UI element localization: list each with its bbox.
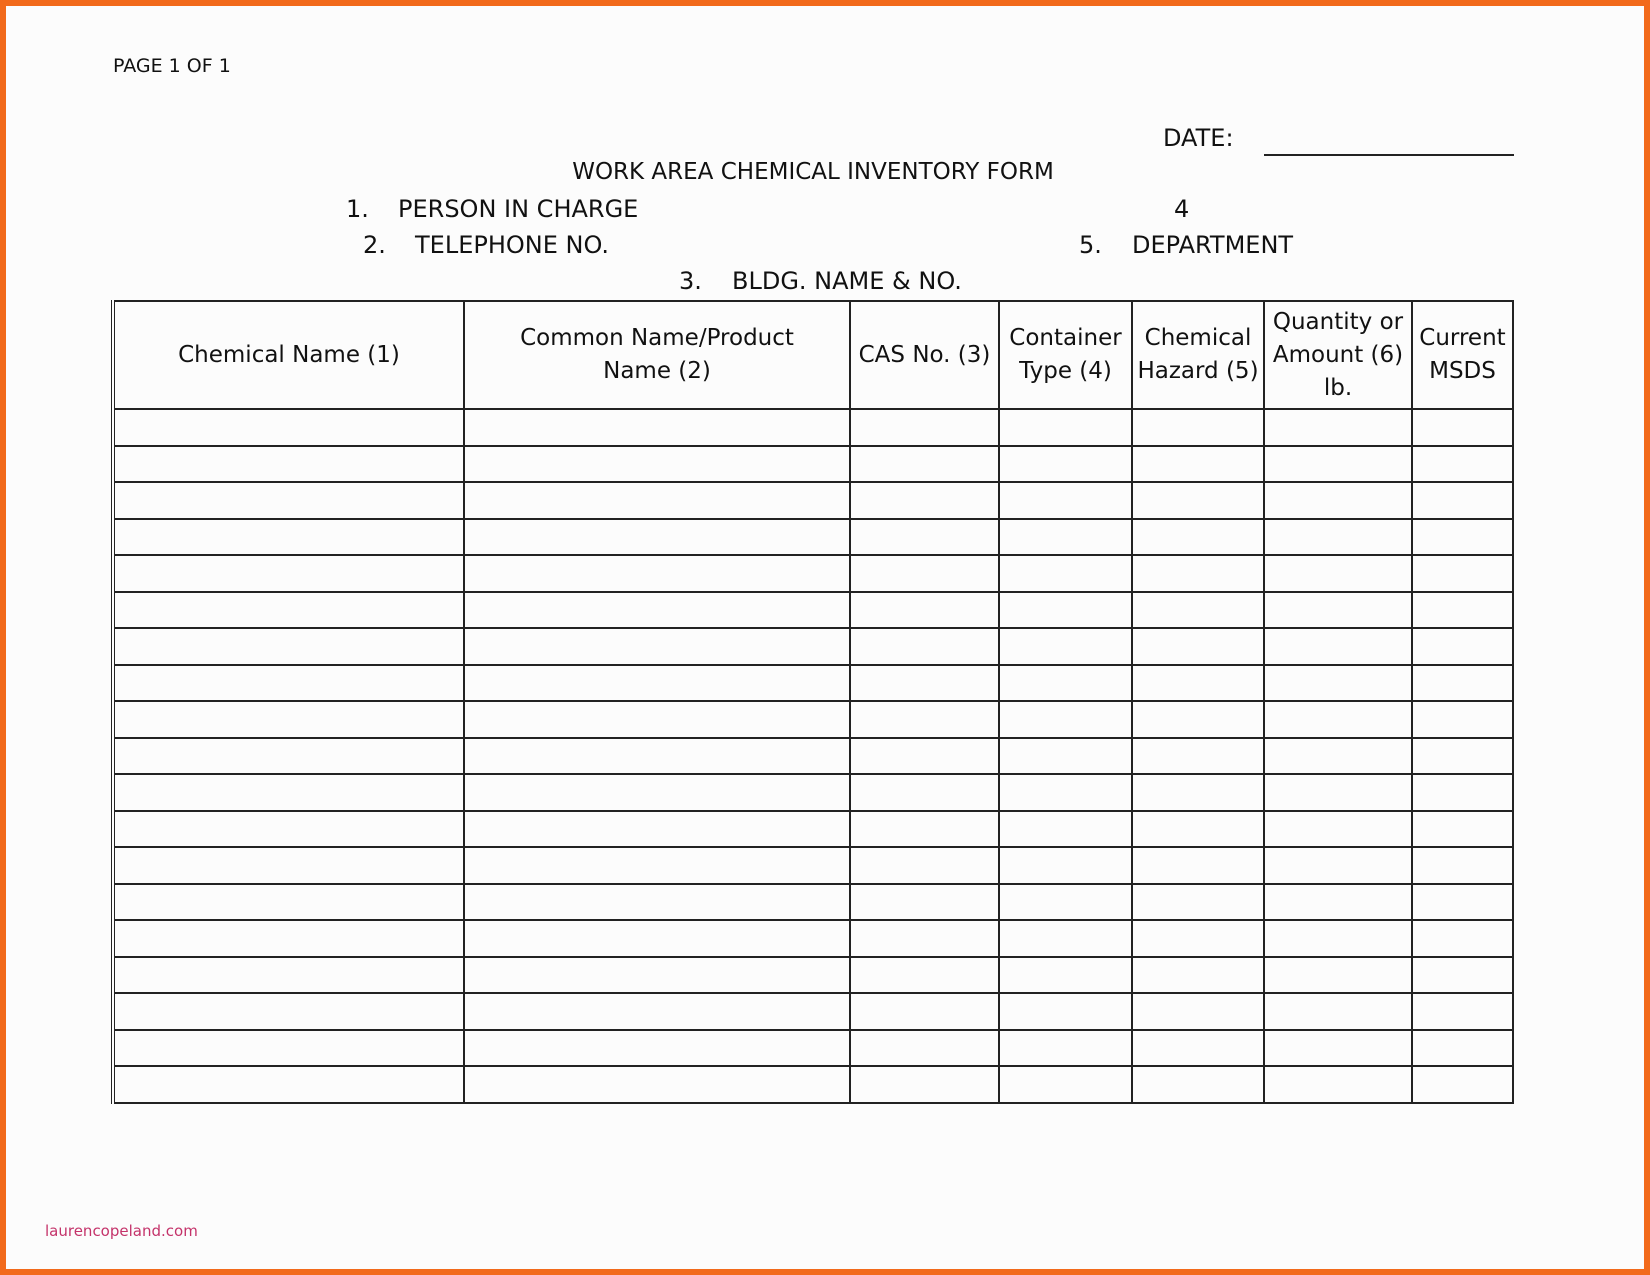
table-cell[interactable] [1132,920,1264,957]
table-cell[interactable] [999,774,1132,811]
table-cell[interactable] [113,738,464,775]
table-cell[interactable] [1132,409,1264,446]
table-cell[interactable] [1264,555,1412,592]
inventory-table [111,300,1514,1104]
field-label: BLDG. NAME & NO. [732,267,962,295]
watermark: laurencopeland.com [45,1222,198,1240]
table-cell[interactable] [1412,555,1513,592]
table-cell[interactable] [1412,519,1513,556]
table-cell[interactable] [464,993,850,1030]
table-cell[interactable] [850,738,999,775]
table-cell[interactable] [113,957,464,994]
table-cell[interactable] [999,665,1132,702]
table-cell[interactable] [1264,738,1412,775]
table-cell[interactable] [1412,811,1513,848]
table-cell[interactable] [850,592,999,629]
table-cell[interactable] [113,446,464,483]
table-cell[interactable] [464,1066,850,1103]
table-cell[interactable] [1412,884,1513,921]
table-cell[interactable] [1264,519,1412,556]
table-cell[interactable] [999,1030,1132,1067]
column-header-chemical-hazard: Chemical Hazard (5) [1132,301,1264,409]
table-cell[interactable] [850,957,999,994]
table-cell[interactable] [999,555,1132,592]
table-row [113,446,1513,483]
table-cell[interactable] [464,957,850,994]
table-cell[interactable] [1132,519,1264,556]
table-cell[interactable] [1412,957,1513,994]
table-cell[interactable] [1264,1066,1412,1103]
table-cell[interactable] [1132,1066,1264,1103]
table-cell[interactable] [1132,1030,1264,1067]
table-cell[interactable] [999,811,1132,848]
table-cell[interactable] [850,628,999,665]
table-cell[interactable] [1412,592,1513,629]
table-cell[interactable] [113,701,464,738]
table-cell[interactable] [113,884,464,921]
table-cell[interactable] [999,409,1132,446]
field-number: 1. [346,195,369,223]
table-cell[interactable] [113,1030,464,1067]
table-cell[interactable] [1264,920,1412,957]
table-row [113,592,1513,629]
table-cell[interactable] [113,811,464,848]
table-cell[interactable] [1132,774,1264,811]
table-row [113,920,1513,957]
field-label: PERSON IN CHARGE [398,195,639,223]
table-cell[interactable] [113,409,464,446]
table-cell[interactable] [1132,628,1264,665]
table-cell[interactable] [1132,555,1264,592]
table-cell[interactable] [850,884,999,921]
table-row [113,811,1513,848]
table-cell[interactable] [1132,993,1264,1030]
table-cell[interactable] [1412,665,1513,702]
table-cell[interactable] [1264,701,1412,738]
table-cell[interactable] [113,774,464,811]
table-cell[interactable] [999,993,1132,1030]
table-cell[interactable] [850,1030,999,1067]
person-in-charge-field [346,195,638,223]
table-cell[interactable] [1412,446,1513,483]
column-header-common-name: Common Name/Product Name (2) [464,301,850,409]
table-cell[interactable] [850,555,999,592]
table-cell[interactable] [1264,1030,1412,1067]
table-cell[interactable] [1132,701,1264,738]
table-cell[interactable] [1412,920,1513,957]
telephone-field [363,231,609,259]
table-cell[interactable] [850,446,999,483]
table-cell[interactable] [464,555,850,592]
table-cell[interactable] [999,482,1132,519]
column-header-quantity: Quantity or Amount (6) lb. [1264,301,1412,409]
table-cell[interactable] [1412,774,1513,811]
table-cell[interactable] [1132,811,1264,848]
table-cell[interactable] [464,446,850,483]
table-cell[interactable] [1412,847,1513,884]
date-label: DATE: [1163,124,1234,152]
table-cell[interactable] [850,920,999,957]
table-row [113,993,1513,1030]
table-cell[interactable] [113,920,464,957]
table-cell[interactable] [1264,774,1412,811]
field-label: DEPARTMENT [1132,231,1294,259]
table-cell[interactable] [1264,409,1412,446]
table-cell[interactable] [850,847,999,884]
table-cell[interactable] [1264,811,1412,848]
table-cell[interactable] [999,957,1132,994]
table-cell[interactable] [1264,592,1412,629]
table-cell[interactable] [464,482,850,519]
table-cell[interactable] [1264,957,1412,994]
column-header-chemical-name: Chemical Name (1) [113,301,464,409]
field-label: TELEPHONE NO. [415,231,610,259]
table-row [113,957,1513,994]
table-cell[interactable] [1264,665,1412,702]
building-field [679,267,962,295]
table-cell[interactable] [464,774,850,811]
table-row [113,774,1513,811]
table-cell[interactable] [1412,409,1513,446]
table-cell[interactable] [113,519,464,556]
table-cell[interactable] [999,1066,1132,1103]
table-cell[interactable] [464,1030,850,1067]
table-body [113,409,1513,1103]
table-cell[interactable] [999,738,1132,775]
table-cell[interactable] [850,1066,999,1103]
table-row [113,519,1513,556]
table-cell[interactable] [999,884,1132,921]
table-cell[interactable] [1264,482,1412,519]
table-cell[interactable] [464,519,850,556]
table-cell[interactable] [850,409,999,446]
table-cell[interactable] [1132,957,1264,994]
date-input-line[interactable] [1264,154,1514,156]
table-header-row [113,301,1513,409]
table-cell[interactable] [999,446,1132,483]
table-cell[interactable] [464,701,850,738]
table-cell[interactable] [1132,884,1264,921]
table-row [113,665,1513,702]
table-cell[interactable] [1264,884,1412,921]
page-number: PAGE 1 OF 1 [113,55,231,77]
table-cell[interactable] [464,920,850,957]
table-cell[interactable] [1264,993,1412,1030]
table-cell[interactable] [464,811,850,848]
table-cell[interactable] [850,701,999,738]
field-number: 2. [363,231,386,259]
table-cell[interactable] [850,482,999,519]
column-header-cas-no: CAS No. (3) [850,301,999,409]
table-row [113,884,1513,921]
table-cell[interactable] [1412,1030,1513,1067]
table-cell[interactable] [113,482,464,519]
table-row [113,847,1513,884]
table-cell[interactable] [113,1066,464,1103]
table-cell[interactable] [999,628,1132,665]
table-cell[interactable] [850,519,999,556]
table-cell[interactable] [1412,993,1513,1030]
column-header-container-type: Container Type (4) [999,301,1132,409]
table-cell[interactable] [1264,628,1412,665]
table-cell[interactable] [1132,482,1264,519]
table-cell[interactable] [464,665,850,702]
table-cell[interactable] [999,847,1132,884]
table-cell[interactable] [850,665,999,702]
field-number: 3. [679,267,702,295]
table-cell[interactable] [1132,592,1264,629]
table-cell[interactable] [1264,847,1412,884]
table-cell[interactable] [464,592,850,629]
department-field [1079,231,1293,259]
table-cell[interactable] [1132,847,1264,884]
table-cell[interactable] [1132,738,1264,775]
table-cell[interactable] [999,701,1132,738]
table-cell[interactable] [464,847,850,884]
table-cell[interactable] [113,628,464,665]
field-four-number: 4 [1174,195,1190,223]
table-cell[interactable] [1412,1066,1513,1103]
table-cell[interactable] [1132,665,1264,702]
table-cell[interactable] [999,519,1132,556]
table-cell[interactable] [1412,738,1513,775]
table-cell[interactable] [1412,701,1513,738]
table-cell[interactable] [113,665,464,702]
table-cell[interactable] [113,847,464,884]
table-cell[interactable] [850,811,999,848]
table-row [113,555,1513,592]
table-cell[interactable] [464,409,850,446]
table-cell[interactable] [464,884,850,921]
table-cell[interactable] [464,738,850,775]
table-cell[interactable] [113,993,464,1030]
table-row [113,701,1513,738]
table-cell[interactable] [113,555,464,592]
table-cell[interactable] [999,592,1132,629]
table-row [113,482,1513,519]
table-cell[interactable] [464,628,850,665]
table-cell[interactable] [999,920,1132,957]
table-cell[interactable] [1412,482,1513,519]
table-row [113,409,1513,446]
form-title: WORK AREA CHEMICAL INVENTORY FORM [572,159,1054,185]
table-cell[interactable] [113,592,464,629]
table-cell[interactable] [850,993,999,1030]
table-cell[interactable] [1264,446,1412,483]
table-cell[interactable] [1412,628,1513,665]
table-row [113,738,1513,775]
table-row [113,1066,1513,1103]
column-header-current-msds: Current MSDS [1412,301,1513,409]
table-row [113,628,1513,665]
table-cell[interactable] [1132,446,1264,483]
field-number: 5. [1079,231,1102,259]
table-cell[interactable] [850,774,999,811]
table-row [113,1030,1513,1067]
